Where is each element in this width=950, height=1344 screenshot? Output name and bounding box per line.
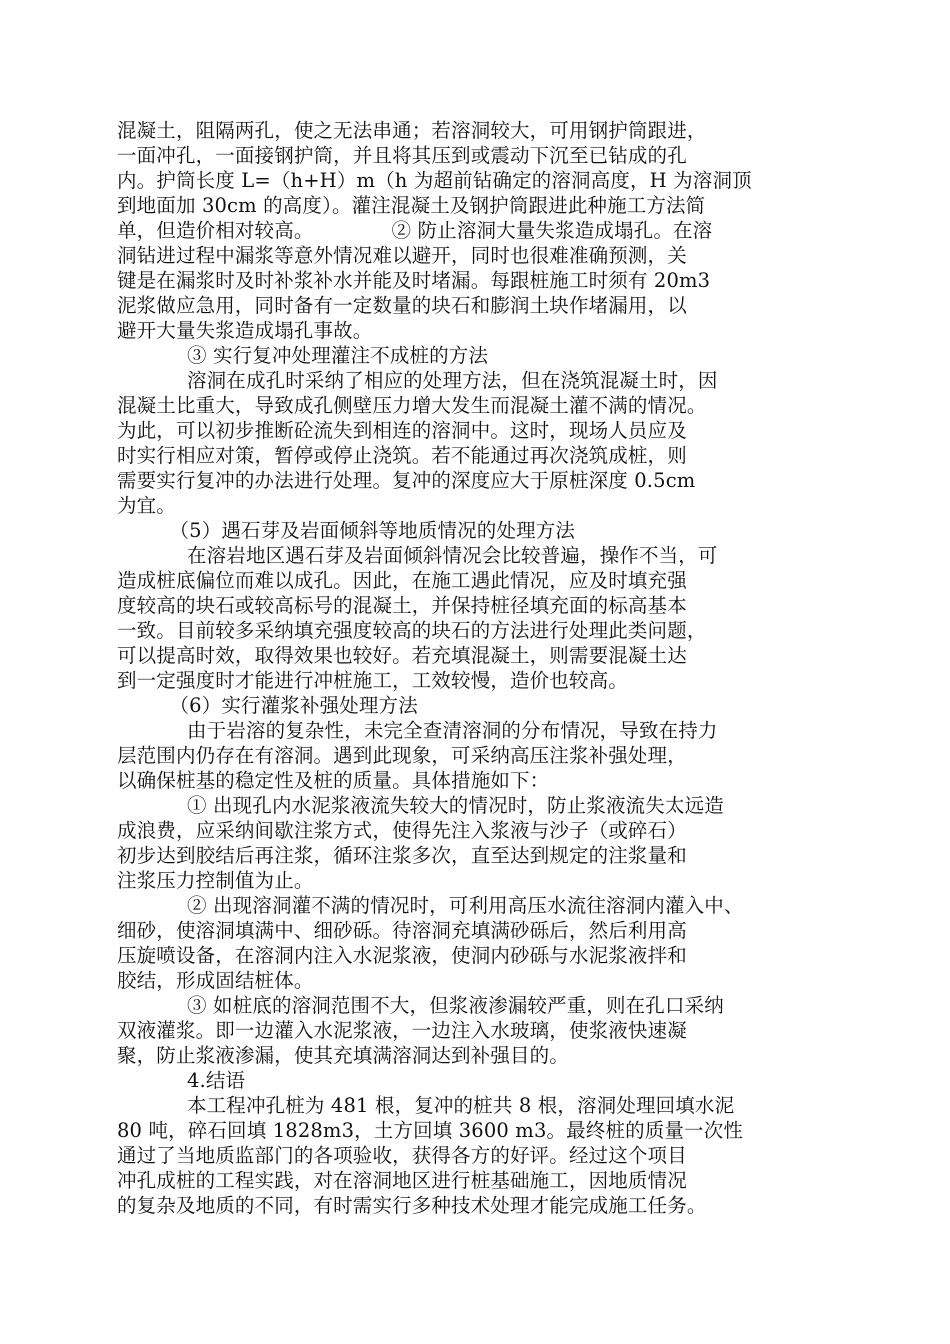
paragraph-line bbox=[117, 768, 833, 793]
line-text: 由于岩溶的复杂性，未完全查清溶洞的分布情况，导致在持力 bbox=[187, 719, 718, 742]
paragraph-line bbox=[117, 1143, 833, 1168]
line-text: 洞钻进过程中漏浆等意外情况难以避开，同时也很难准确预测，关 bbox=[117, 244, 687, 267]
paragraph-line bbox=[117, 543, 833, 568]
paragraph-line bbox=[117, 193, 833, 218]
line-text: 可以提高时效，取得效果也较好。若充填混凝土，则需要混凝土达 bbox=[117, 644, 687, 667]
line-text: （5）遇石芽及岩面倾斜等地质情况的处理方法 bbox=[169, 519, 576, 542]
paragraph-line bbox=[117, 293, 833, 318]
paragraph-line bbox=[117, 218, 833, 243]
paragraph-line bbox=[117, 743, 833, 768]
line-text: 为此，可以初步推断砼流失到相连的溶洞中。这时，现场人员应及 bbox=[117, 419, 687, 442]
line-text: 时实行相应对策，暂停或停止浇筑。若不能通过再次浇筑成桩，则 bbox=[117, 444, 687, 467]
line-text: 到地面加 30cm 的高度）。灌注混凝土及钢护筒跟进此种施工方法简 bbox=[117, 194, 706, 217]
line-text: 本工程冲孔桩为 481 根，复冲的桩共 8 根，溶洞处理回填水泥 bbox=[187, 1094, 735, 1117]
paragraph-line bbox=[117, 568, 833, 593]
line-text: 80 吨，碎石回填 1828m3，土方回填 3600 m3。最终桩的质量一次性 bbox=[117, 1119, 744, 1142]
paragraph-line bbox=[117, 1118, 833, 1143]
line-text-continued: ② 防止溶洞大量失浆造成塌孔。在溶 bbox=[391, 219, 713, 242]
line-text: 避开大量失浆造成塌孔事故。 bbox=[117, 319, 373, 342]
line-text: 到一定强度时才能进行冲桩施工，工效较慢，造价也较高。 bbox=[117, 669, 628, 692]
line-text: 内。护筒长度 L=（h+H）m（h 为超前钻确定的溶洞高度，H 为溶洞顶 bbox=[117, 169, 752, 192]
paragraph-line bbox=[117, 318, 833, 343]
paragraph-line bbox=[117, 518, 833, 543]
line-text: 造成桩底偏位而难以成孔。因此，在施工遇此情况，应及时填充强 bbox=[117, 569, 687, 592]
paragraph-line bbox=[117, 393, 833, 418]
line-text: 的复杂及地质的不同，有时需实行多种技术处理才能完成施工任务。 bbox=[117, 1194, 707, 1217]
paragraph-line bbox=[117, 418, 833, 443]
paragraph-line bbox=[117, 993, 833, 1018]
paragraph-line bbox=[117, 1093, 833, 1118]
line-text: 为宜。 bbox=[117, 494, 176, 517]
paragraph-line bbox=[117, 843, 833, 868]
line-text: 胶结，形成固结桩体。 bbox=[117, 969, 314, 992]
paragraph-line bbox=[117, 1168, 833, 1193]
line-text: 冲孔成桩的工程实践，对在溶洞地区进行桩基础施工，因地质情况 bbox=[117, 1169, 687, 1192]
line-text: 通过了当地质监部门的各项验收，获得各方的好评。经过这个项目 bbox=[117, 1144, 687, 1167]
paragraph-line bbox=[117, 718, 833, 743]
paragraph-line bbox=[117, 618, 833, 643]
line-text: 度较高的块石或较高标号的混凝土，并保持桩径填充面的标高基本 bbox=[117, 594, 687, 617]
paragraph-line bbox=[117, 1068, 833, 1093]
paragraph-line bbox=[117, 593, 833, 618]
paragraph-line bbox=[117, 918, 833, 943]
paragraph-line bbox=[117, 118, 833, 143]
paragraph-line bbox=[117, 968, 833, 993]
line-text: 混凝土，阻隔两孔，使之无法串通；若溶洞较大，可用钢护筒跟进， bbox=[117, 119, 707, 142]
line-text: 泥浆做应急用，同时备有一定数量的块石和膨润土块作堵漏用，以 bbox=[117, 294, 687, 317]
paragraph-line bbox=[117, 368, 833, 393]
line-text: ② 出现溶洞灌不满的情况时，可利用高压水流往溶洞内灌入中、 bbox=[187, 894, 744, 917]
paragraph-line bbox=[117, 668, 833, 693]
line-text: ① 出现孔内水泥浆液流失较大的情况时，防止浆液流失太远造 bbox=[187, 794, 724, 817]
line-text: 初步达到胶结后再注浆，循环注浆多次，直至达到规定的注浆量和 bbox=[117, 844, 687, 867]
paragraph-line bbox=[117, 643, 833, 668]
paragraph-line bbox=[117, 868, 833, 893]
paragraph-line bbox=[117, 1018, 833, 1043]
paragraph-line bbox=[117, 893, 833, 918]
line-text: 需要实行复冲的办法进行处理。复冲的深度应大于原桩深度 0.5cm bbox=[117, 469, 696, 492]
line-text: 在溶岩地区遇石芽及岩面倾斜情况会比较普遍，操作不当，可 bbox=[187, 544, 718, 567]
line-text: 层范围内仍存在有溶洞。遇到此现象，可采纳高压注浆补强处理， bbox=[117, 744, 687, 767]
line-text: 一面冲孔，一面接钢护筒，并且将其压到或震动下沉至已钻成的孔 bbox=[117, 144, 687, 167]
paragraph-line bbox=[117, 693, 833, 718]
line-text: 双液灌浆。即一边灌入水泥浆液，一边注入水玻璃，使浆液快速凝 bbox=[117, 1019, 687, 1042]
paragraph-line bbox=[117, 1193, 833, 1218]
line-text: 混凝土比重大，导致成孔侧壁压力增大发生而混凝土灌不满的情况。 bbox=[117, 394, 707, 417]
paragraph-line bbox=[117, 1043, 833, 1068]
paragraph-line bbox=[117, 818, 833, 843]
line-text: ③ 如桩底的溶洞范围不大，但浆液渗漏较严重，则在孔口采纳 bbox=[187, 994, 724, 1017]
line-text: （6）实行灌浆补强处理方法 bbox=[169, 694, 418, 717]
line-text: 聚，防止浆液渗漏，使其充填满溶洞达到补强目的。 bbox=[117, 1044, 569, 1067]
line-text: 细砂，使溶洞填满中、细砂砾。待溶洞充填满砂砾后，然后利用高 bbox=[117, 919, 687, 942]
line-text: 压旋喷设备，在溶洞内注入水泥浆液，使洞内砂砾与水泥浆液拌和 bbox=[117, 944, 687, 967]
line-text: 单，但造价相对较高。 bbox=[117, 219, 314, 242]
line-text: 以确保桩基的稳定性及桩的质量。具体措施如下： bbox=[117, 769, 550, 792]
paragraph-line bbox=[117, 168, 833, 193]
line-text: 4.结语 bbox=[187, 1069, 246, 1092]
document-body bbox=[117, 118, 833, 1218]
paragraph-line bbox=[117, 343, 833, 368]
paragraph-line bbox=[117, 943, 833, 968]
line-text: 成浪费，应采纳间歇注浆方式，使得先注入浆液与沙子（或碎石） bbox=[117, 819, 687, 842]
line-text: 键是在漏浆时及时补浆补水并能及时堵漏。每跟桩施工时须有 20m3 bbox=[117, 269, 711, 292]
paragraph-line bbox=[117, 793, 833, 818]
line-text: 一致。目前较多采纳填充强度较高的块石的方法进行处理此类问题， bbox=[117, 619, 707, 642]
paragraph-line bbox=[117, 468, 833, 493]
line-text: 注浆压力控制值为止。 bbox=[117, 869, 314, 892]
line-text: ③ 实行复冲处理灌注不成桩的方法 bbox=[187, 344, 489, 367]
paragraph-line bbox=[117, 143, 833, 168]
paragraph-line bbox=[117, 243, 833, 268]
paragraph-line bbox=[117, 493, 833, 518]
paragraph-line bbox=[117, 443, 833, 468]
line-text: 溶洞在成孔时采纳了相应的处理方法，但在浇筑混凝土时，因 bbox=[187, 369, 718, 392]
paragraph-line bbox=[117, 268, 833, 293]
